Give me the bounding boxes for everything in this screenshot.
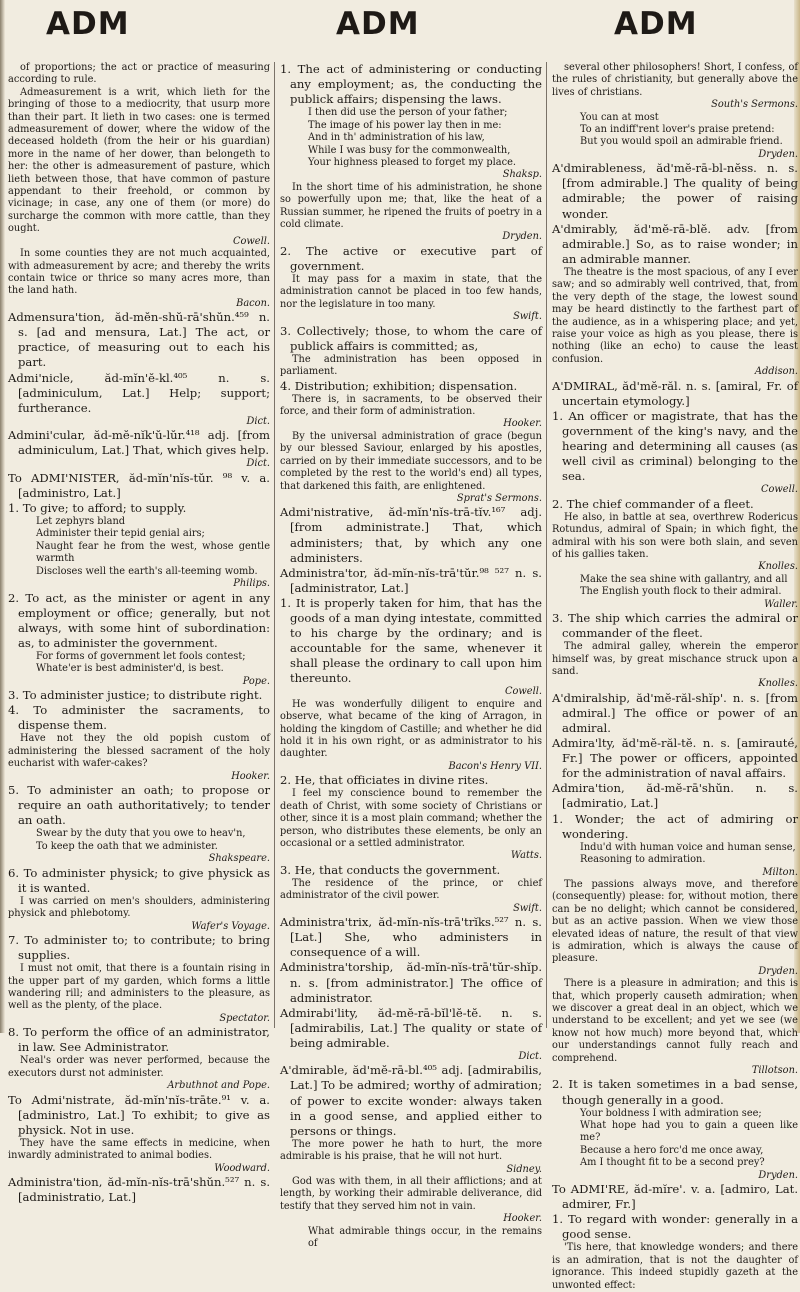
citation-source: Cowell. <box>233 235 270 247</box>
page-edge-left <box>0 0 5 1033</box>
dictionary-entry: Admi'nistrative, ăd-mĭn'nĭs-trā-tĭv.¹⁶⁷ adj. [from administrate.] That, which administers; that, by which any one administers. <box>280 505 542 565</box>
citation-source: Dict. <box>246 458 270 470</box>
dictionary-entry: Admini'cular, ăd-mĕ-nĭk'ŭ-lŭr.⁴¹⁸ adj. [from adminiculum, Lat.] That, which gives help. <box>8 428 270 458</box>
example-quotation: In the short time of his administration, he shone so powerfully upon me; that, like the heat of a Russian summer, he ripened the fruits of poetry in a cold climate. <box>280 181 542 230</box>
citation-source: Philips. <box>233 578 270 590</box>
entry-sense: 1. To give; to afford; to supply. <box>8 500 187 515</box>
citation-source: Dryden. <box>758 965 798 977</box>
dictionary-entry: A'dmirably, ăd'mĕ-rā-blĕ. adv. [from admirable.] So, as to raise wonder; in an admirable manner. <box>552 221 798 266</box>
verse-line: Make the sea shine with gallantry, and all <box>580 573 788 585</box>
example-quotation: He also, in battle at sea, overthrew Rodericus Rotundus, admiral of Spain; in which fight, the admiral with his son were both slain, and seven of his gallies taken. <box>552 511 798 560</box>
column-divider <box>546 62 547 1028</box>
verse-line: And in th' administration of his law, <box>308 132 485 144</box>
example-quotation: The residence of the prince, or chief administrator of the civil power. <box>280 877 542 902</box>
dictionary-entry: A'DMIRAL, ăd'mĕ-răl. n. s. [amiral, Fr. of uncertain etymology.] <box>552 378 798 408</box>
example-quotation: I must not omit, that there is a fountain rising in the upper part of my garden, which forms a little wandering rill; and administers to the pleasure, as well as the plenty, of the place. <box>8 963 270 1012</box>
entry-sense: 4. To administer the sacraments, to dispense them. <box>8 703 270 733</box>
citation-source: Cowell. <box>505 686 542 698</box>
example-quotation: The theatre is the most spacious, of any I ever saw; and so admirably well contrived, that, from the very depth of the stage, the lowest sound may be heard distinctly to the farthest part of the audience, as in a whispering place; and yet, raise your voice as high as you please, there is nothing (like an echo) to cause the least confusion. <box>552 266 798 365</box>
citation-source: Arbuthnot and Pope. <box>167 1080 270 1092</box>
verse-line: For forms of government let fools contest; <box>36 650 246 662</box>
dictionary-entry: Admi'nicle, ăd-mĭn'ĕ-kl.⁴⁰⁵ n. s. [adminiculum, Lat.] Help; support; furtherance. <box>8 370 270 415</box>
dictionary-entry: Administra'tor, ăd-mĭn-nĭs-trā'tŭr.⁹⁸ ⁵²⁷ n. s. [administrator, Lat.] <box>280 565 542 595</box>
dictionary-entry: To ADMI'NISTER, ăd-mĭn'nĭs-tŭr. ⁹⁸ v. a. [administro, Lat.] <box>8 470 270 500</box>
example-quotation: Neal's order was never performed, because the executors durst not administer. <box>8 1055 270 1079</box>
citation-source: Knolles. <box>758 561 798 573</box>
dictionary-entry: To Admi'nistrate, ăd-mĭn'nĭs-trāte.⁹¹ v. a. [administro, Lat.] To exhibit; to give as physick. Not in use. <box>8 1092 270 1137</box>
verse-line: Reasoning to admiration. <box>580 854 706 866</box>
citation-source: Swift. <box>513 311 542 323</box>
verse-line: Let zephyrs bland <box>36 516 126 528</box>
dictionary-entry: Administra'trix, ăd-mĭn-nĭs-trā'trĭks.⁵²⁷ n. s. [Lat.] She, who administers in consequence of a will. <box>280 915 542 960</box>
example-quotation: of proportions; the act or practice of measuring according to rule. <box>8 62 270 86</box>
citation-source: Dryden. <box>502 231 542 243</box>
dictionary-entry: To ADMI'RE, ăd-mĭre'. v. a. [admiro, Lat. admirer, Fr.] <box>552 1182 798 1212</box>
example-quotation: Admeasurement is a writ, which lieth for the bringing of those to a mediocrity, that usurp more than their part. It lieth in two cases: one is termed admeasurement of dower, where the widow of the deceased holdeth (from the heir or his guardian) more in the name of her dower, than belongeth to her: the other is admeasurement of pasture, which lieth between those, that have common of pasture appendant to their freehold, or common by vicinage; in case, any one of them (or more) do surcharge the common with more cattle, than they ought. <box>8 86 270 235</box>
example-quotation: The administration has been opposed in parliament. <box>280 353 542 378</box>
column-2 <box>280 62 542 1250</box>
dictionary-entry: Admensura'tion, ăd-mĕn-shŭ-rā'shŭn.⁴⁵⁹ n. s. [ad and mensura, Lat.] The act, or practice, of measuring out to each his part. <box>8 310 270 370</box>
example-quotation: It may pass for a maxim in state, that the administration cannot be placed in too few hands, nor the legislature in too many. <box>280 273 542 310</box>
entry-sense: 1. It is properly taken for him, that has the goods of a man dying intestate, committed to his charge by the ordinary; and is accountable for the same, whenever it shall please the ordinary to call upon him thereunto. <box>280 595 542 686</box>
entry-sense: 5. To administer an oath; to propose or require an oath authoritatively; to tender an oath. <box>8 783 270 828</box>
citation-source: Sidney. <box>506 1163 542 1175</box>
example-quotation: In some counties they are not much acquainted, with admeasurement by acre; and thereby the writs contain twice or thrice so many acres more, than the land hath. <box>8 248 270 297</box>
dictionary-entry: Administra'tion, ăd-mĭn-nĭs-trā'shŭn.⁵²⁷ n. s. [administratio, Lat.] <box>8 1175 270 1205</box>
entry-sense: 2. The chief commander of a fleet. <box>552 496 754 511</box>
citation-source: Dryden. <box>758 148 798 160</box>
entry-sense: 7. To administer to; to contribute; to bring supplies. <box>8 932 270 962</box>
citation-source: Cowell. <box>761 484 798 496</box>
entry-sense: 2. To act, as the minister or agent in any employment or office; generally, but not always, with some hint of subordination: as, to administer the government. <box>8 590 270 650</box>
entry-sense: 1. An officer or magistrate, that has the government of the king's navy, and the hearing and determining all causes (as well civil as criminal) belonging to the sea. <box>552 408 798 484</box>
citation-source: Shakspeare. <box>208 853 270 865</box>
dictionary-entry: Admira'tion, ăd-mĕ-rā'shŭn. n. s. [admiratio, Lat.] <box>552 781 798 811</box>
entry-sense: 2. It is taken sometimes in a bad sense, though generally in a good. <box>552 1077 798 1107</box>
column-divider <box>274 62 275 1028</box>
citation-source: Sprat's Sermons. <box>456 492 542 504</box>
verse-line: Whate'er is best administer'd, is best. <box>36 663 224 675</box>
citation-source: Spectator. <box>219 1012 270 1024</box>
verse-line: You can at most <box>580 111 659 123</box>
example-quotation: Have not they the old popish custom of administering the blessed sacrament of the holy eucharist with wafer-cakes? <box>8 733 270 770</box>
citation-source: Hooker. <box>503 418 542 430</box>
verse-line: Swear by the duty that you owe to heav'n, <box>36 828 246 840</box>
verse-line: Discloses well the earth's all-teeming womb. <box>36 565 258 577</box>
citation-source: Dict. <box>246 415 270 427</box>
citation-source: Swift. <box>513 902 542 914</box>
example-quotation: They have the same effects in medicine, when inwardly administrated to animal bodies. <box>8 1137 270 1162</box>
verse-line: Indu'd with human voice and human sense, <box>580 841 796 853</box>
verse-line: What hope had you to gain a queen like me? <box>580 1120 798 1144</box>
entry-sense: 1. Wonder; the act of admiring or wondering. <box>552 811 798 841</box>
citation-source: Shaksp. <box>502 169 542 181</box>
entry-sense: 3. The ship which carries the admiral or commander of the fleet. <box>552 610 798 641</box>
dictionary-entry: Administra'torship, ăd-mĭn-nĭs-trā'tŭr-shĭp. n. s. [from administrator.] The office of administrator. <box>280 960 542 1005</box>
example-quotation: I feel my conscience bound to remember the death of Christ, with some society of Christians or other, since it is a most plain command; whether the person, who distributes these elements, be only an occasional or a settled administrator. <box>280 788 542 849</box>
verse-line: Your boldness I with admiration see; <box>580 1107 762 1119</box>
citation-source: Hooker. <box>503 1213 542 1225</box>
example-quotation: The admiral galley, wherein the emperor himself was, by great mischance struck upon a sand. <box>552 641 798 677</box>
example-quotation: 'Tis here, that knowledge wonders; and there is an admiration, that is not the daughter of ignorance. This indeed stupidly gazeth at the unwonted effect: <box>552 1242 798 1291</box>
dictionary-entry: A'dmirableness, ăd'mĕ-rā-bl-nĕss. n. s. [from admirable.] The quality of being admirable; the power of raising wonder. <box>552 161 798 221</box>
citation-source: Addison. <box>754 366 798 378</box>
entry-sense: 8. To perform the office of an administrator, in law. See Administrator. <box>8 1025 270 1055</box>
entry-sense: 2. The active or executive part of government. <box>280 243 542 273</box>
dictionary-entry: Admira'lty, ăd'mĕ-răl-tĕ. n. s. [amirauté, Fr.] The power or officers, appointed for the administration of naval affairs. <box>552 736 798 781</box>
entry-sense: 2. He, that officiates in divine rites. <box>280 773 489 788</box>
citation-source: Bacon's Henry VII. <box>448 760 542 772</box>
entry-sense: 6. To administer physick; to give physick as it is wanted. <box>8 865 270 895</box>
example-quotation: There is a pleasure in admiration; and this is that, which properly causeth admiration; when we discover a great deal in an object, which we understand to be excellent; and yet we see (we know not how much) more beyond that, which our understandings cannot fully reach and comprehend. <box>552 978 798 1064</box>
entry-sense: 3. He, that conducts the government. <box>280 862 501 877</box>
verse-line: Am I thought fit to be a second prey? <box>580 1157 765 1169</box>
citation-source: Wafer's Voyage. <box>191 920 270 932</box>
entry-sense: 3. To administer justice; to distribute right. <box>8 688 263 703</box>
entry-sense: 1. To regard with wonder: generally in a good sense. <box>552 1212 798 1242</box>
running-head-right: ADM <box>614 6 698 42</box>
verse-line: While I was busy for the commonwealth, <box>308 144 511 156</box>
verse-line: Because a hero forc'd me once away, <box>580 1144 764 1156</box>
citation-source: Dryden. <box>758 1169 798 1181</box>
citation-source: Waller. <box>764 598 798 610</box>
dictionary-entry: A'dmirable, ăd'mĕ-rā-bl.⁴⁰⁵ adj. [admirabilis, Lat.] To be admired; worthy of admiration; of power to excite wonder: always taken in a good sense, and applied either to persons or things. <box>280 1063 542 1138</box>
verse-line: To an indiff'rent lover's praise pretend: <box>580 124 775 136</box>
citation-source: Watts. <box>510 850 542 862</box>
example-quotation: I was carried on men's shoulders, administering physick and phlebotomy. <box>8 895 270 920</box>
citation-source: Knolles. <box>758 678 798 690</box>
entry-sense: 4. Distribution; exhibition; dispensation. <box>280 378 518 393</box>
running-head-left: ADM <box>46 6 130 42</box>
example-quotation: By the universal administration of grace (begun by our blessed Saviour, enlarged by his apostles, carried on by their immediate successors, and to be completed by the rest to the world's end) all types, that darkened this faith, are enlightened. <box>280 430 542 492</box>
entry-sense: 1. The act of administering or conducting any employment; as, the conducting the publick affairs; dispensing the laws. <box>280 62 542 107</box>
running-head <box>6 6 794 46</box>
example-quotation: God was with them, in all their afflictions; and at length, by working their admirable deliverance, did testify that they served him not in vain. <box>280 1176 542 1212</box>
dictionary-entry: A'dmiralship, ăd'mĕ-răl-shĭp'. n. s. [from admiral.] The office or power of an admiral. <box>552 690 798 735</box>
verse-line: What admirable things occur, in the remains of <box>308 1225 542 1250</box>
citation-source: South's Sermons. <box>711 99 798 111</box>
citation-source: Pope. <box>242 675 270 687</box>
verse-line: The image of his power lay then in me: <box>308 119 502 131</box>
verse-line: To keep the oath that we administer. <box>36 840 218 852</box>
citation-source: Milton. <box>762 866 798 878</box>
citation-source: Dict. <box>518 1050 542 1062</box>
citation-source: Hooker. <box>231 770 270 782</box>
verse-line: Administer their tepid genial airs; <box>36 528 205 540</box>
verse-line: Your highness pleased to forget my place. <box>308 156 517 168</box>
example-quotation: He was wonderfully diligent to enquire and observe, what became of the king of Arragon, in holding the kingdom of Castille; and whether he did hold it in his own right, or as administrator to his daughter. <box>280 698 542 760</box>
example-quotation: The more power he hath to hurt, the more admirable is his praise, that he will not hurt. <box>280 1138 542 1163</box>
entry-sense: 3. Collectively; those, to whom the care of publick affairs is committed; as, <box>280 323 542 353</box>
example-quotation: several other philosophers! Short, I confess, of the rules of christianity, but generally above the lives of christians. <box>552 62 798 98</box>
verse-line: I then did use the person of your father; <box>308 107 508 119</box>
column-3 <box>552 62 798 1291</box>
dictionary-page <box>6 0 798 1291</box>
citation-source: Woodward. <box>214 1162 270 1174</box>
citation-source: Tillotson. <box>751 1065 798 1077</box>
column-1 <box>8 62 270 1205</box>
running-head-center: ADM <box>336 6 420 42</box>
verse-line: Naught fear he from the west, whose gentle warmth <box>36 540 270 565</box>
verse-line: But you would spoil an admirable friend. <box>580 136 783 148</box>
dictionary-entry: Admirabi'lity, ăd-mĕ-rā-bĭl'lĕ-tĕ. n. s. [admirabilis, Lat.] The quality or state of being admirable. <box>280 1005 542 1050</box>
citation-source: Bacon. <box>236 297 270 309</box>
example-quotation: The passions always move, and therefore (consequently) please: for, without motion, there can be no delight; which cannot be considered, but as an active passion. When we view those elevated ideas of nature, the result of that view is admiration, which is always the cause of pleasure. <box>552 878 798 965</box>
example-quotation: There is, in sacraments, to be observed their force, and their form of administration. <box>280 393 542 418</box>
verse-line: The English youth flock to their admiral. <box>580 586 782 598</box>
